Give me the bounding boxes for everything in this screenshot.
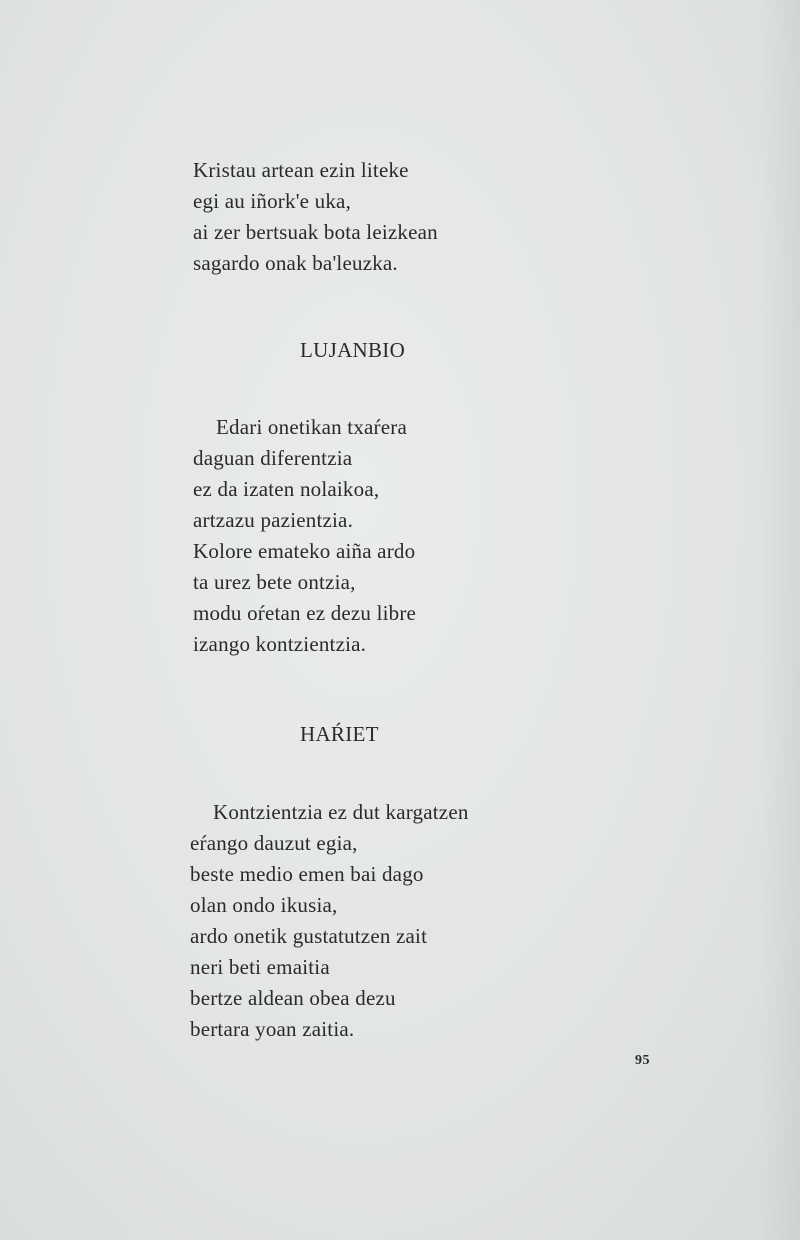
verse-line: beste medio emen bai dago [190,862,424,886]
verse-line: artzazu pazientzia. [193,508,354,532]
verse-line: eŕango dauzut egia, [190,831,358,855]
verse-line: ardo onetik gustatutzen zait [190,924,428,948]
verse-line: izango kontzientzia. [193,632,367,656]
verse-line: ez da izaten nolaikoa, [193,477,380,501]
verse-line: bertara yoan zaitia. [190,1017,355,1041]
verse-line: ta urez bete ontzia, [193,570,356,594]
verse-line: ai zer bertsuak bota leizkean [193,220,438,244]
verse-line: Kolore emateko aiña ardo [193,539,416,563]
verse-line: egi au iñork'e uka, [193,189,352,213]
verse-line: Kontzientzia ez dut kargatzen [213,800,469,824]
speaker-heading-hariet: HAŔIET [300,722,379,746]
page-number: 95 [635,1053,650,1068]
stanza-intro [193,155,438,279]
verse-line: Edari onetikan txaŕera [216,415,407,439]
verse-line: daguan diferentzia [193,446,353,470]
speaker-heading-lujanbio: LUJANBIO [300,338,406,362]
verse-line: sagardo onak ba'leuzka. [193,251,398,275]
stanza-hariet [190,797,469,1045]
verse-line: olan ondo ikusia, [190,893,338,917]
verse-line: bertze aldean obea dezu [190,986,396,1010]
stanza-lujanbio [193,412,416,660]
verse-line: modu oŕetan ez dezu libre [193,601,417,625]
verse-line: Kristau artean ezin liteke [193,158,409,182]
verse-line: neri beti emaitia [190,955,330,979]
